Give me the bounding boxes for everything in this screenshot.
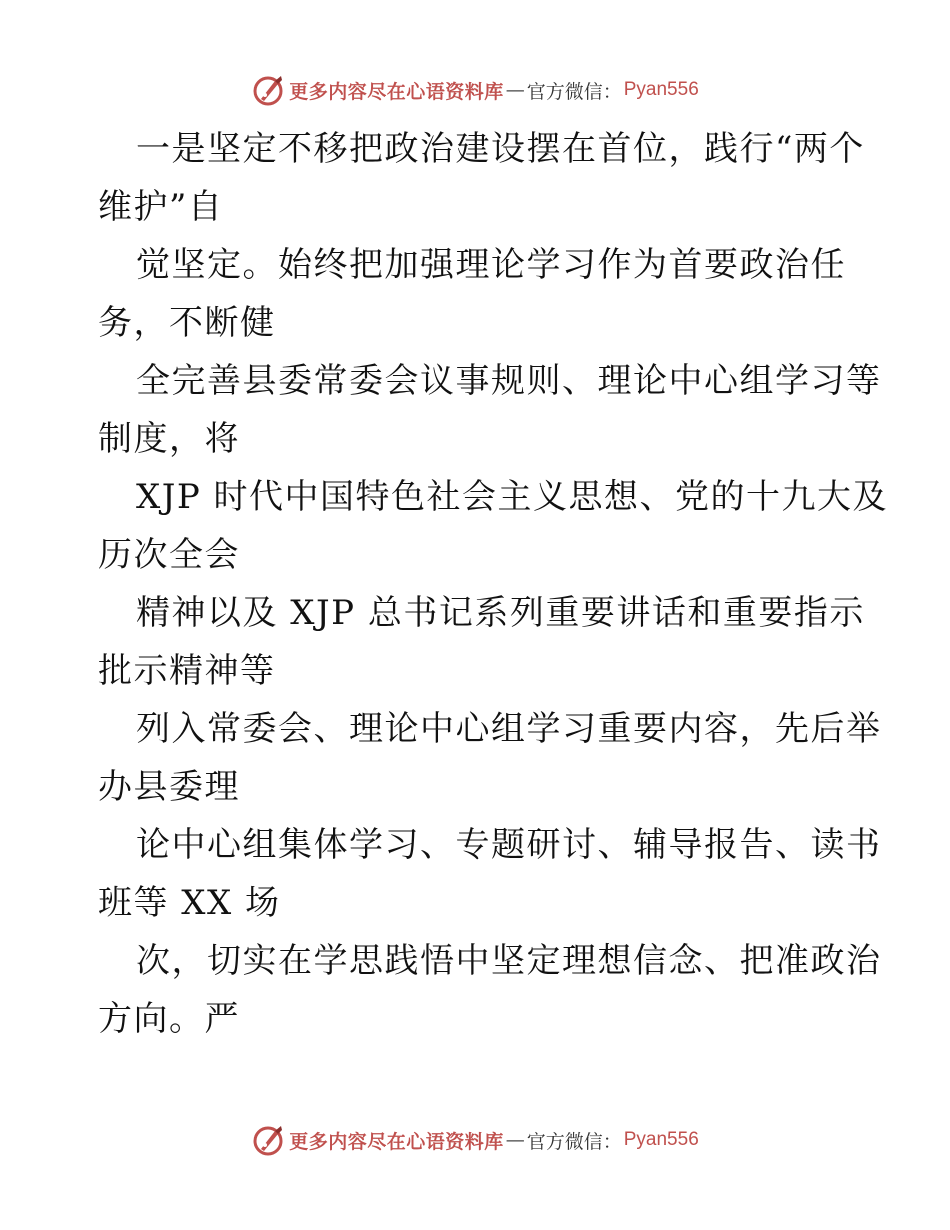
- pen-nib-logo-icon: [251, 73, 285, 107]
- banner-contact-label: 官方微信：: [526, 80, 622, 103]
- footer-banner: [0, 1120, 950, 1160]
- text-line: 班等 XX 场: [98, 883, 281, 923]
- text-line: 论中心组集体学习、专题研讨、辅导报告、读书: [136, 825, 882, 865]
- banner-contact-label: 官方微信：: [526, 1130, 622, 1153]
- header-banner: [0, 70, 950, 110]
- text-line: 次，切实在学思践悟中坚定理想信念、把准政治: [136, 941, 882, 981]
- text-line: 列入常委会、理论中心组学习重要内容，先后举: [136, 709, 882, 749]
- banner-text: 更多内容尽在心语资料库: [289, 1130, 504, 1153]
- text-line: 方向。严: [98, 999, 240, 1039]
- text-line: 全完善县委常委会议事规则、理论中心组学习等: [136, 361, 882, 401]
- banner-contact-id: Pyan556: [623, 79, 699, 100]
- text-line: 制度，将: [98, 419, 240, 459]
- pen-nib-logo-icon: [251, 1123, 285, 1157]
- body-text: [98, 120, 889, 1048]
- text-line: 觉坚定。始终把加强理论学习作为首要政治任: [136, 245, 846, 285]
- banner-separator: —: [505, 79, 525, 101]
- text-line: XJP 时代中国特色社会主义思想、党的十九大及: [136, 477, 889, 517]
- banner-separator: —: [505, 1129, 525, 1151]
- text-line: 办县委理: [98, 767, 240, 807]
- text-line: 批示精神等: [98, 651, 276, 691]
- banner-contact-id: Pyan556: [623, 1129, 699, 1150]
- text-line: 精神以及 XJP 总书记系列重要讲话和重要指示: [136, 593, 865, 633]
- text-line: 务，不断健: [98, 303, 276, 343]
- text-line: 历次全会: [98, 535, 240, 575]
- text-line: 维护”自: [98, 187, 224, 227]
- text-line: 一是坚定不移把政治建设摆在首位，践行“两个: [136, 129, 865, 169]
- banner-text: 更多内容尽在心语资料库: [289, 80, 504, 103]
